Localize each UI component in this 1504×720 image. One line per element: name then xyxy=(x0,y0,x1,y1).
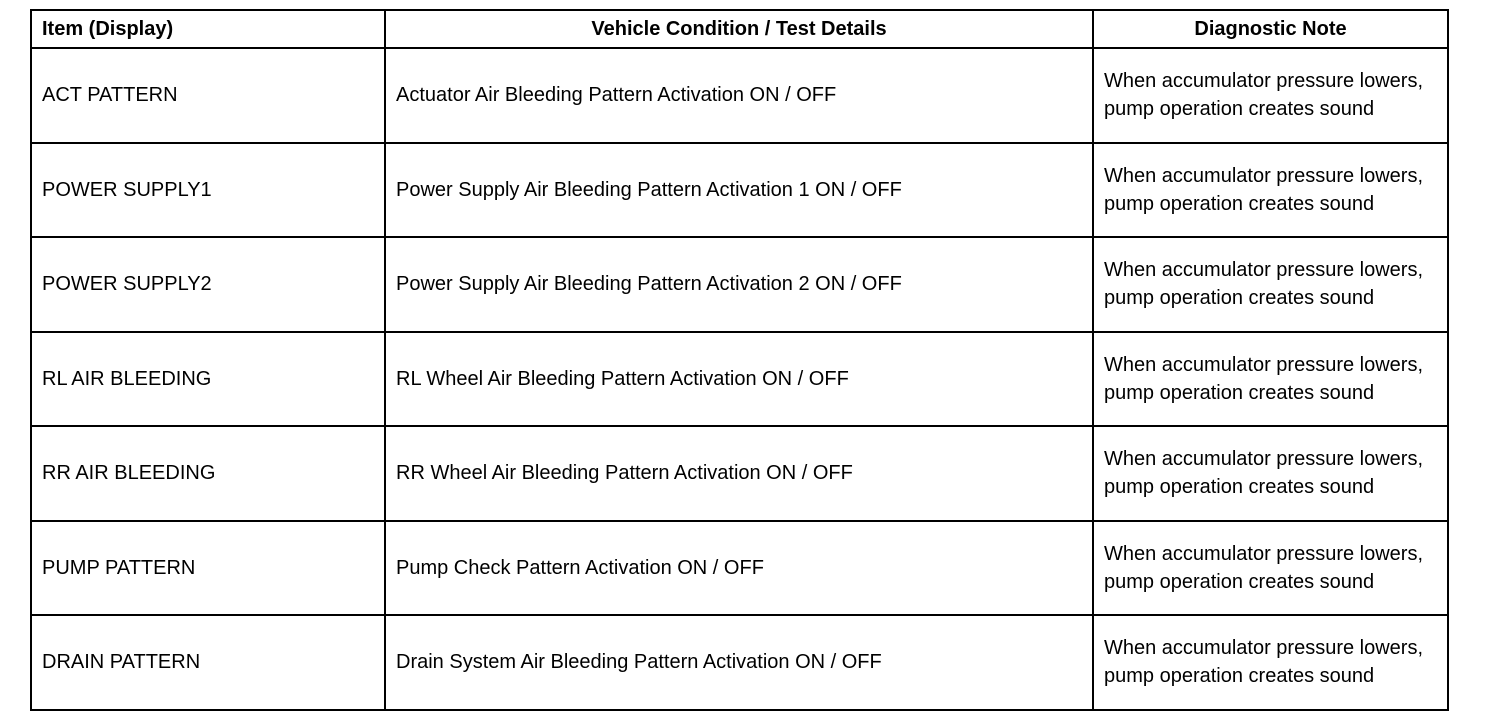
note-text: When accumulator pressure lowers, pump operation creates sound xyxy=(1104,164,1424,215)
item-cell: RR AIR BLEEDING xyxy=(31,426,385,521)
note-cell xyxy=(1093,615,1448,710)
table-row xyxy=(31,237,1448,332)
note-text: When accumulator pressure lowers, pump operation creates sound xyxy=(1104,353,1424,404)
condition-cell: Actuator Air Bleeding Pattern Activation ON / OFF xyxy=(385,48,1093,143)
diagnostic-table xyxy=(30,9,1449,711)
header-note: Diagnostic Note xyxy=(1093,10,1448,48)
header-condition: Vehicle Condition / Test Details xyxy=(385,10,1093,48)
note-text: When accumulator pressure lowers, pump operation creates sound xyxy=(1104,70,1424,121)
note-cell xyxy=(1093,143,1448,238)
header-item: Item (Display) xyxy=(31,10,385,48)
header-row xyxy=(31,10,1448,48)
table-body xyxy=(31,48,1448,710)
note-cell xyxy=(1093,521,1448,616)
condition-cell: Power Supply Air Bleeding Pattern Activation 1 ON / OFF xyxy=(385,143,1093,238)
table-row xyxy=(31,426,1448,521)
note-text: When accumulator pressure lowers, pump operation creates sound xyxy=(1104,259,1424,310)
note-text: When accumulator pressure lowers, pump operation creates sound xyxy=(1104,637,1424,688)
table-row xyxy=(31,143,1448,238)
item-cell: PUMP PATTERN xyxy=(31,521,385,616)
item-cell: ACT PATTERN xyxy=(31,48,385,143)
item-cell: DRAIN PATTERN xyxy=(31,615,385,710)
note-text: When accumulator pressure lowers, pump operation creates sound xyxy=(1104,542,1424,593)
condition-cell: RR Wheel Air Bleeding Pattern Activation ON / OFF xyxy=(385,426,1093,521)
item-cell: POWER SUPPLY2 xyxy=(31,237,385,332)
item-cell: POWER SUPPLY1 xyxy=(31,143,385,238)
note-text: When accumulator pressure lowers, pump operation creates sound xyxy=(1104,448,1424,499)
item-cell: RL AIR BLEEDING xyxy=(31,332,385,427)
condition-cell: Pump Check Pattern Activation ON / OFF xyxy=(385,521,1093,616)
note-cell xyxy=(1093,332,1448,427)
table-row xyxy=(31,521,1448,616)
table-header xyxy=(31,10,1448,48)
table-row xyxy=(31,48,1448,143)
note-cell xyxy=(1093,426,1448,521)
condition-cell: Drain System Air Bleeding Pattern Activation ON / OFF xyxy=(385,615,1093,710)
table-row xyxy=(31,615,1448,710)
table-row xyxy=(31,332,1448,427)
note-cell xyxy=(1093,237,1448,332)
note-cell xyxy=(1093,48,1448,143)
condition-cell: Power Supply Air Bleeding Pattern Activation 2 ON / OFF xyxy=(385,237,1093,332)
condition-cell: RL Wheel Air Bleeding Pattern Activation ON / OFF xyxy=(385,332,1093,427)
